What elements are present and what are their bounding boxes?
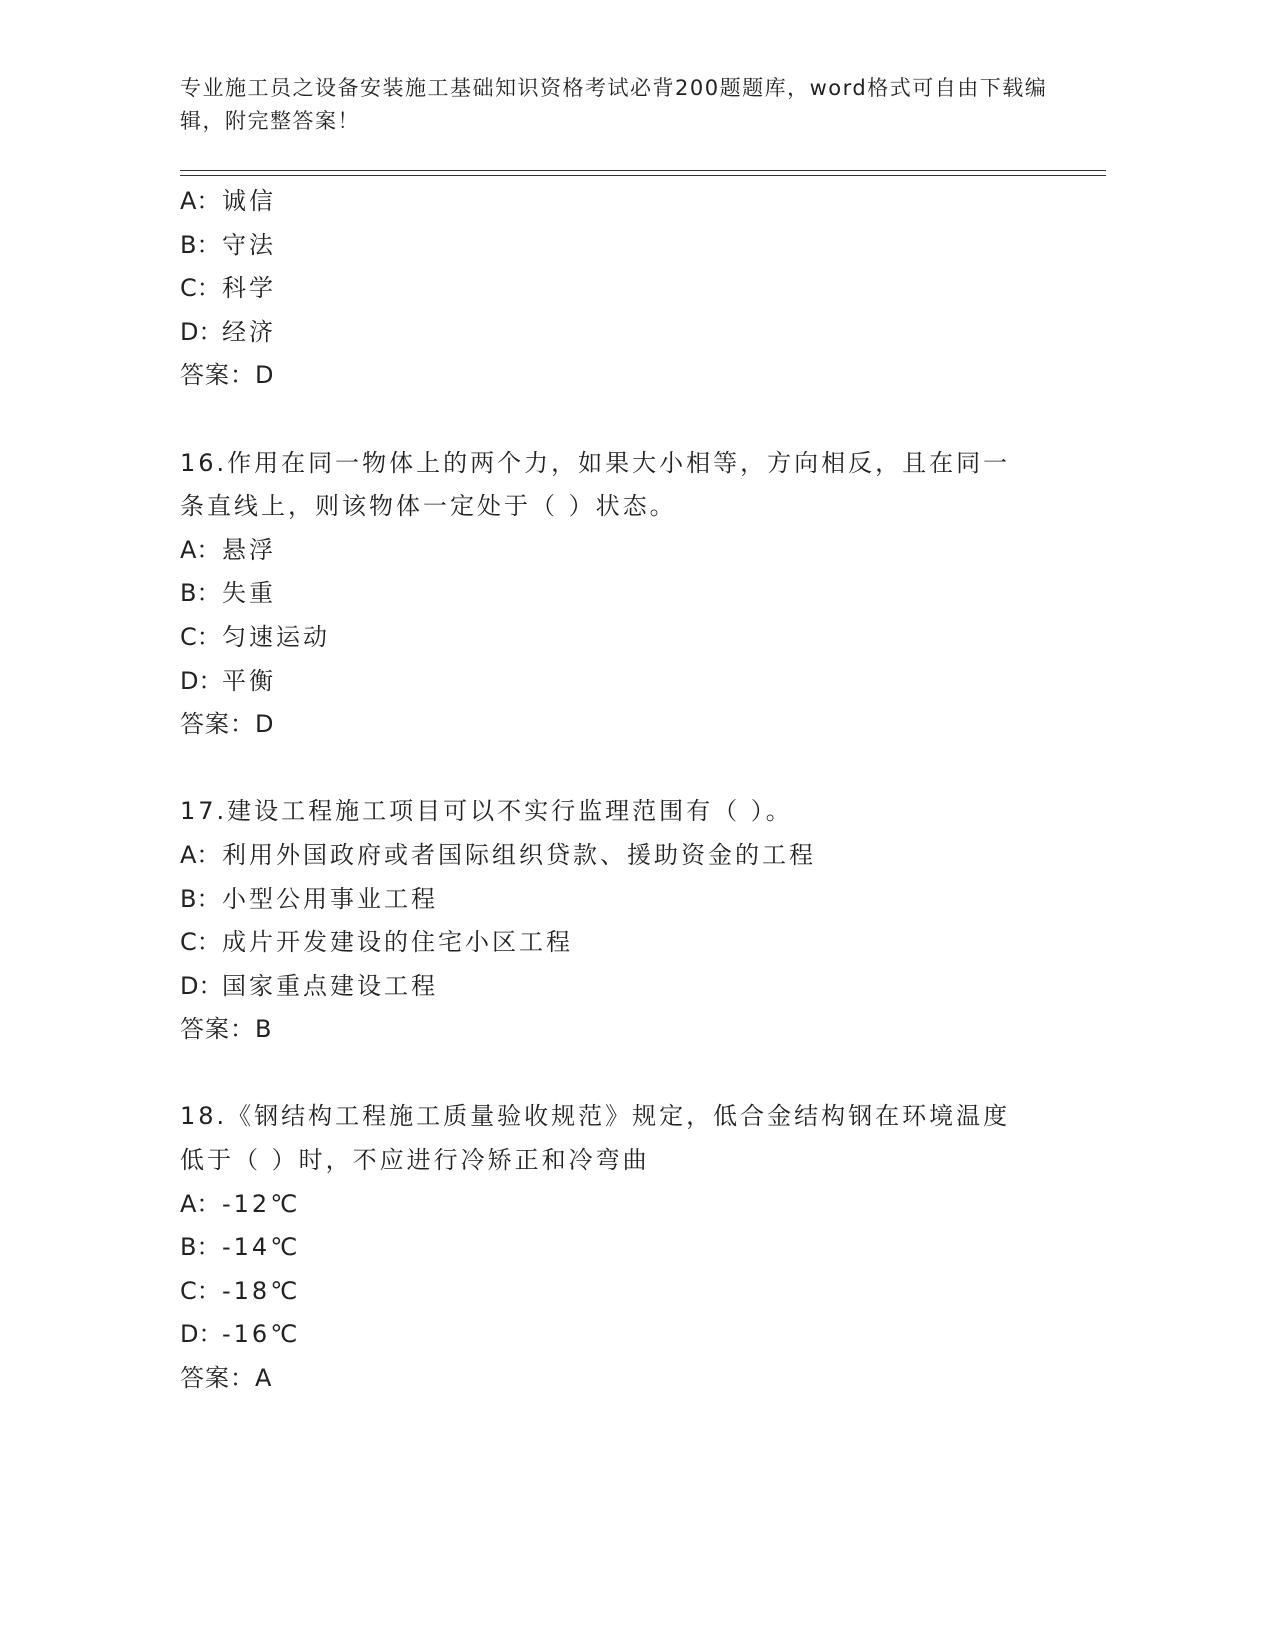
spacer — [180, 747, 1080, 791]
option-a: A：-12℃ — [180, 1189, 301, 1218]
option-b: B：小型公用事业工程 — [180, 884, 438, 913]
answer-line: 答案：D — [180, 361, 277, 390]
option-d: D：经济 — [180, 317, 276, 346]
question-18 — [180, 1095, 1080, 1400]
option-c: C：科学 — [180, 274, 276, 303]
question-stem: 17.建设工程施工项目可以不实行监理范围有（ ）。 — [180, 797, 793, 826]
option-b: B：-14℃ — [180, 1233, 301, 1262]
header-rule-top — [180, 170, 1106, 171]
question-stem: 16.作用在同一物体上的两个力，如果大小相等，方向相反，且在同一条直线上，则该物体一定处于（ ）状态。 — [180, 448, 1011, 521]
question-17 — [180, 790, 1080, 1052]
option-c: C：-18℃ — [180, 1276, 301, 1305]
question-stem: 18.《钢结构工程施工质量验收规范》规定，低合金结构钢在环境温度低于（ ）时，不应进行冷矫正和冷弯曲 — [180, 1102, 1011, 1175]
option-d: D：国家重点建设工程 — [180, 971, 438, 1000]
option-c: C：成片开发建设的住宅小区工程 — [180, 928, 573, 957]
question-15-continued — [180, 180, 1080, 398]
option-a: A：诚信 — [180, 187, 276, 215]
document-header: 专业施工员之设备安装施工基础知识资格考试必背200题题库，word格式可自由下载编辑，附完整答案！ — [180, 76, 1048, 133]
option-a: A：利用外国政府或者国际组织贷款、援助资金的工程 — [180, 840, 816, 869]
question-list — [180, 180, 1080, 1401]
spacer — [180, 398, 1080, 442]
option-b: B：守法 — [180, 230, 276, 259]
option-b: B：失重 — [180, 579, 276, 608]
answer-line: 答案：B — [180, 1015, 275, 1044]
header-rule-bottom — [180, 175, 1106, 176]
option-d: D：-16℃ — [180, 1320, 301, 1349]
option-a: A：悬浮 — [180, 535, 276, 564]
answer-line: 答案：D — [180, 710, 277, 739]
spacer — [180, 1052, 1080, 1096]
option-d: D：平衡 — [180, 666, 276, 695]
question-16 — [180, 442, 1080, 747]
answer-line: 答案：A — [180, 1364, 275, 1393]
option-c: C：匀速运动 — [180, 622, 330, 651]
